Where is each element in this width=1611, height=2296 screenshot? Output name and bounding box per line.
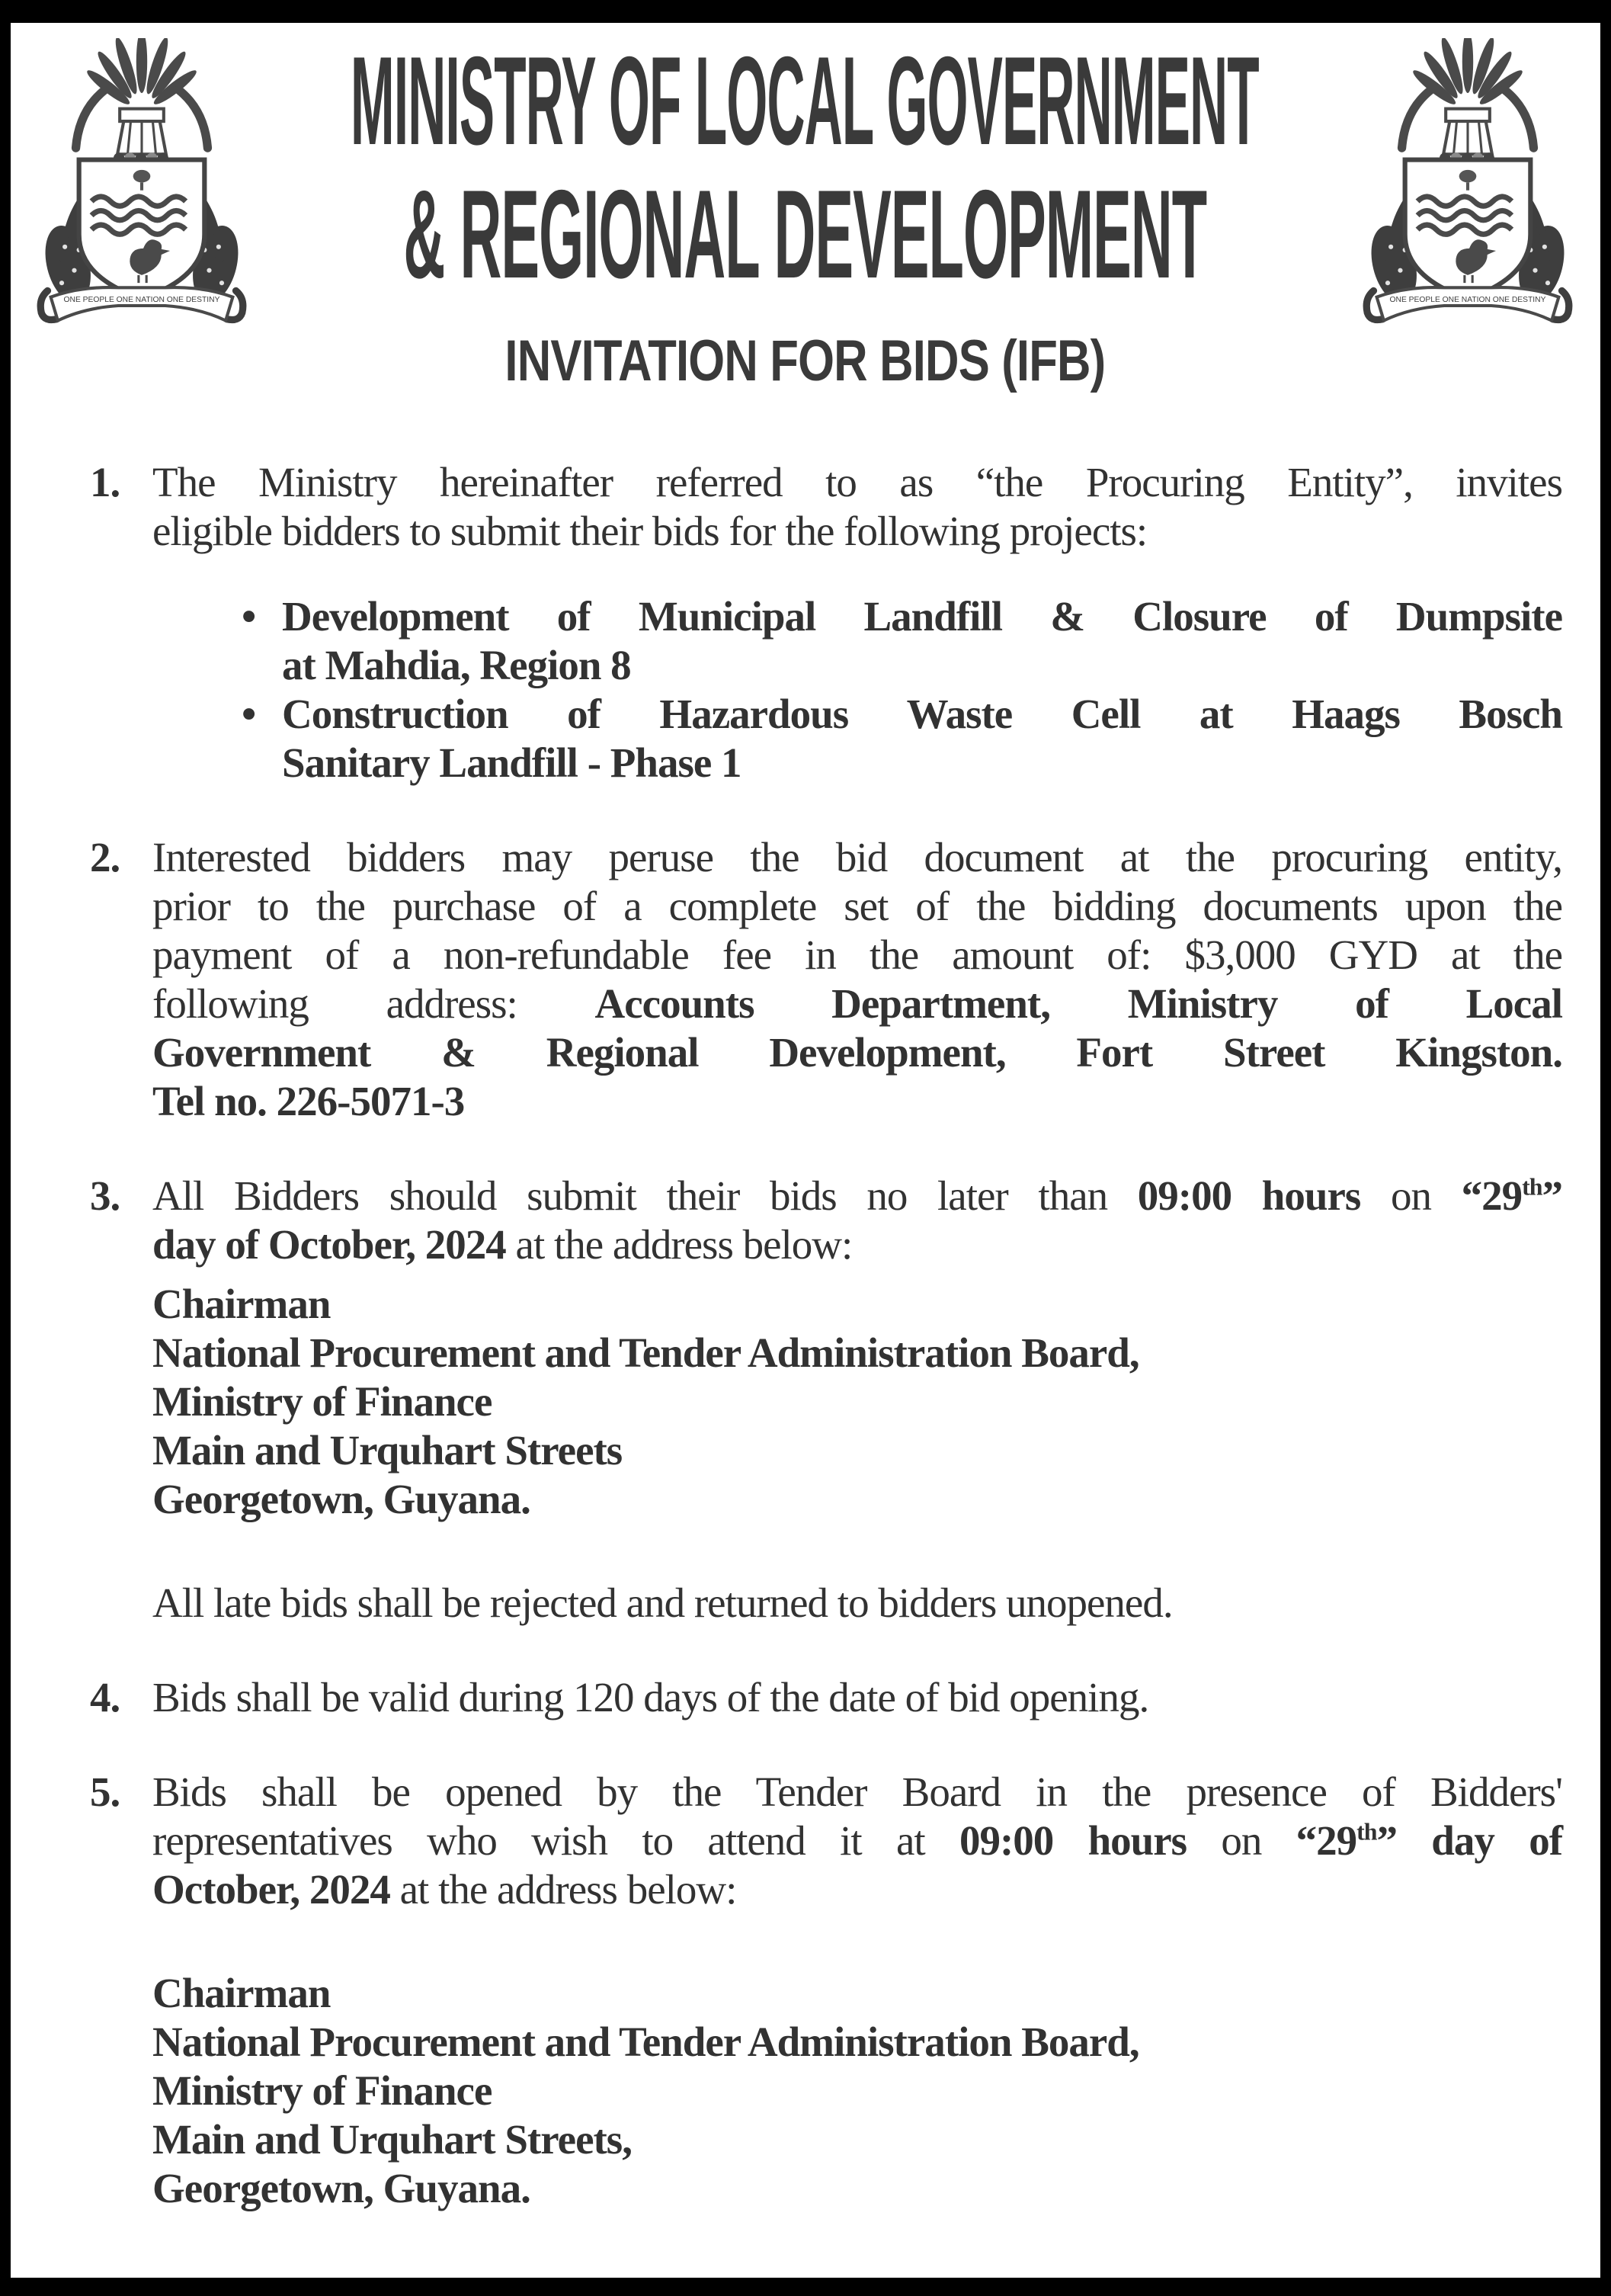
bullet-icon: • (242, 691, 256, 737)
deadline-day (1462, 1172, 1562, 1219)
list-item-4 (90, 1673, 1562, 1722)
ministry-title-line2: & REGIONAL DEVELOPMENT (403, 164, 1206, 304)
list-item-1 (90, 458, 1562, 787)
project-bullet-list (152, 592, 1562, 787)
address-line-city: Georgetown, Guyana. (152, 2165, 530, 2211)
opening-address-block (152, 1969, 1562, 2213)
item3-line1-regular: All Bidders should submit their bids no later than (152, 1172, 1108, 1219)
item5-line2-on: on (1221, 1817, 1262, 1864)
late-bids-note: All late bids shall be rejected and returned to bidders unopened. (152, 1579, 1173, 1626)
deadline-date: day of October, 2024 (152, 1221, 506, 1268)
list-item-2 (90, 833, 1562, 1126)
bullet1-line1: Development of Municipal Landfill & Closure of Dumpsite (282, 593, 1562, 640)
item-5-number: 5. (90, 1768, 120, 1815)
address-line-chairman: Chairman (152, 1970, 331, 2016)
item5-line2-regular: representatives who wish to attend it at (152, 1817, 925, 1864)
address-line-board: National Procurement and Tender Administration Board, (152, 1329, 1139, 1376)
address-line-chairman: Chairman (152, 1281, 331, 1327)
deadline-day-close: ” (1542, 1172, 1563, 1219)
bullet1-line2: at Mahdia, Region 8 (282, 642, 631, 688)
opening-time: 09:00 hours (959, 1817, 1187, 1864)
bullet2-line2: Sanitary Landfill - Phase 1 (282, 739, 741, 786)
bullet-item-2 (242, 690, 1562, 787)
item2-line4-bold: Accounts Department, Ministry of Local (594, 980, 1563, 1027)
bullet2-line1: Construction of Hazardous Waste Cell at Haags Bosch (282, 691, 1562, 737)
item2-line3: payment of a non-refundable fee in the amount of: $3,000 GYD at the (152, 932, 1562, 978)
item-4-number: 4. (90, 1674, 120, 1720)
item5-line1: Bids shall be opened by the Tender Board in the presence of Bidders' (152, 1768, 1562, 1815)
opening-day-close: ” day of (1376, 1817, 1563, 1864)
list-item-3 (90, 1172, 1562, 1627)
page-title: INVITATION FOR BIDS (IFB) (504, 329, 1105, 393)
item2-line5: Government & Regional Development, Fort Street Kingston. (152, 1029, 1562, 1076)
item3-line2-regular: at the address below: (515, 1221, 853, 1268)
item3-line2 (152, 1220, 1562, 1269)
coat-of-arms-motto: ONE PEOPLE ONE NATION ONE DESTINY (63, 295, 220, 304)
deadline-day-ordinal: th (1522, 1173, 1542, 1201)
deadline-day-open: “29 (1461, 1172, 1523, 1219)
item-1-number: 1. (90, 459, 120, 505)
address-line-city: Georgetown, Guyana. (152, 1476, 530, 1522)
list-item-5 (90, 1768, 1562, 2213)
address-line-ministry: Ministry of Finance (152, 2067, 492, 2114)
item3-line1 (152, 1172, 1562, 1220)
item5-line3-regular: at the address below: (399, 1866, 737, 1913)
bullet-icon: • (242, 593, 256, 640)
bullet-item-1 (242, 592, 1562, 690)
document-header (11, 23, 1600, 394)
title-block (261, 30, 1349, 394)
deadline-time: 09:00 hours (1137, 1172, 1361, 1219)
document-body (11, 458, 1600, 2213)
submission-address-block (152, 1280, 1562, 1524)
item2-line4 (152, 980, 1562, 1028)
coat-of-arms-motto: ONE PEOPLE ONE NATION ONE DESTINY (1389, 295, 1546, 304)
opening-day-ordinal: th (1356, 1818, 1377, 1845)
ministry-title-line1: MINISTRY OF LOCAL GOVERNMENT (351, 30, 1259, 171)
address-line-ministry: Ministry of Finance (152, 1378, 492, 1425)
address-line-street: Main and Urquhart Streets (152, 1427, 623, 1473)
opening-day-open: “29 (1296, 1817, 1357, 1864)
address-line-board: National Procurement and Tender Administration Board, (152, 2019, 1139, 2065)
item1-line2: eligible bidders to submit their bids for the following projects: (152, 508, 1148, 554)
item5-line2 (152, 1817, 1562, 1865)
item4-line1: Bids shall be valid during 120 days of the date of bid opening. (152, 1674, 1149, 1720)
item2-line2: prior to the purchase of a complete set of the bidding documents upon the (152, 883, 1562, 929)
item1-line1: The Ministry hereinafter referred to as “the Procuring Entity”, invites (152, 459, 1562, 505)
address-line-street: Main and Urquhart Streets, (152, 2116, 632, 2163)
item3-line1-on: on (1390, 1172, 1431, 1219)
item-2-number: 2. (90, 834, 120, 880)
opening-date: October, 2024 (152, 1866, 390, 1913)
item2-line1: Interested bidders may peruse the bid document at the procuring entity, (152, 834, 1562, 880)
opening-day (1296, 1817, 1562, 1864)
item-3-number: 3. (90, 1172, 120, 1219)
item2-line4-regular: following address: (152, 980, 517, 1027)
item5-line3 (152, 1865, 1562, 1914)
item2-line6-telephone: Tel no. 226-5071-3 (152, 1078, 465, 1124)
coat-of-arms-right-icon (1349, 38, 1587, 332)
